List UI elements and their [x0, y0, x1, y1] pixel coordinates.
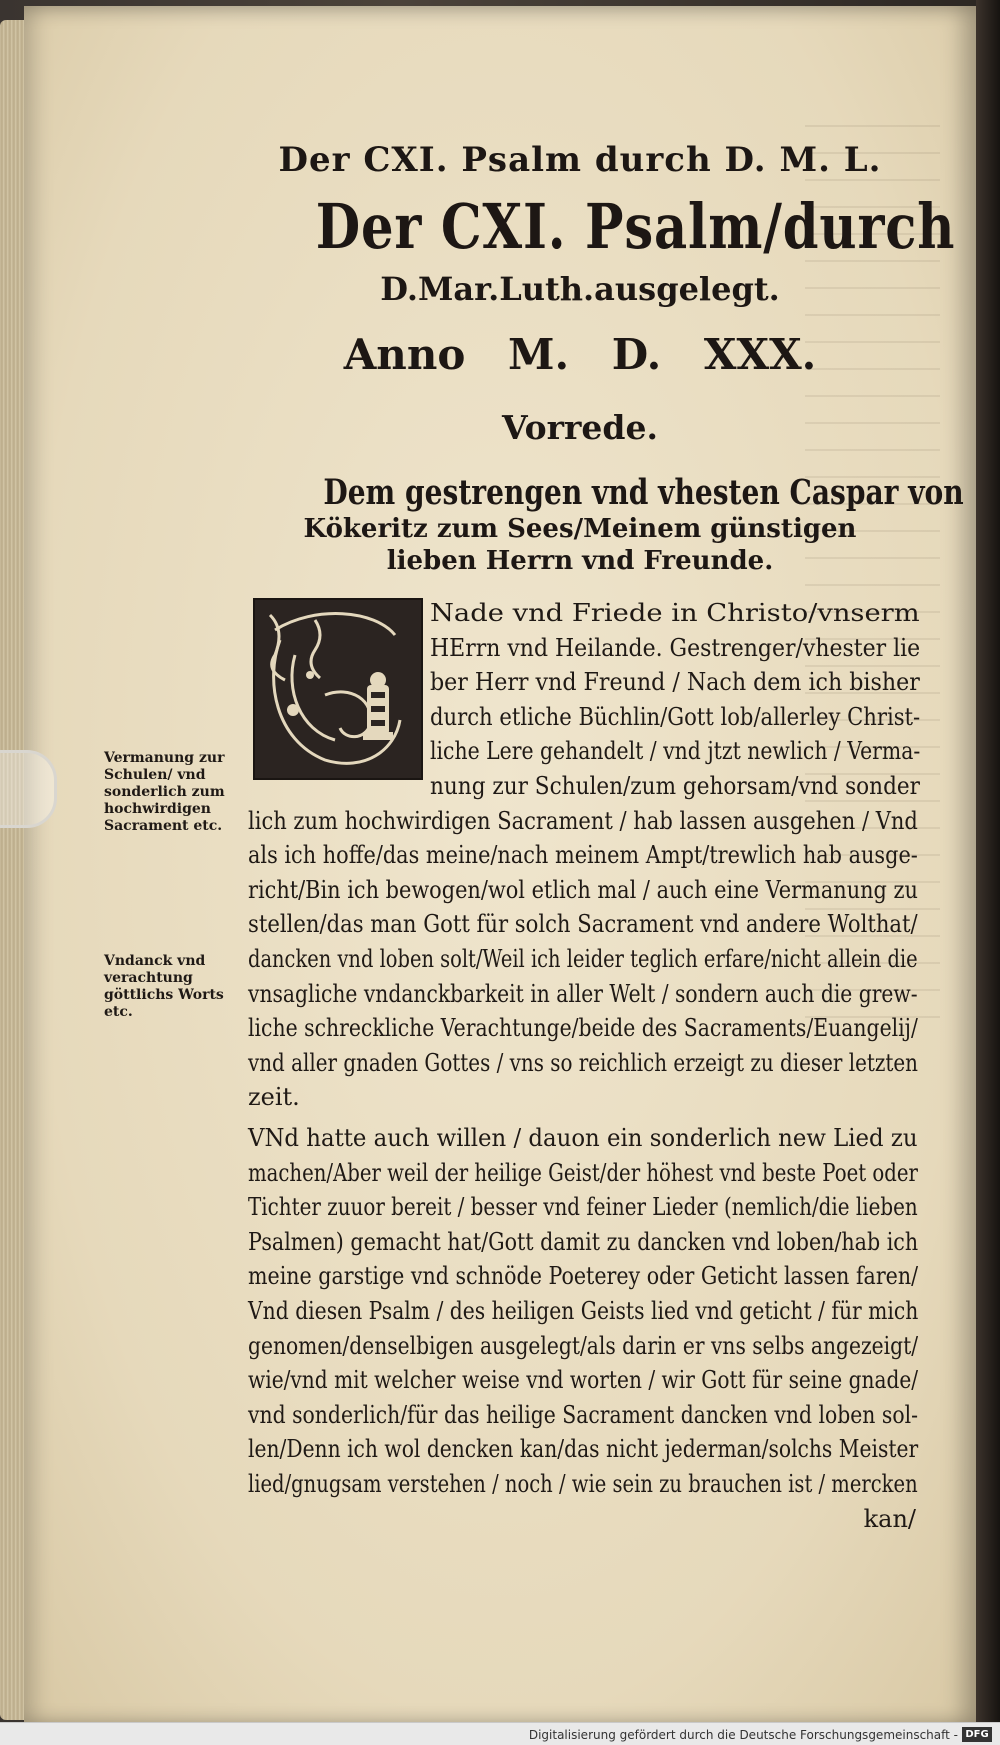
marginal-note-line: Vndanck vnd	[104, 953, 206, 969]
dedication	[260, 472, 964, 577]
marginal-note-line: verachtung	[104, 970, 193, 986]
decorated-initial-icon	[253, 598, 423, 780]
marginal-note-line: etc.	[104, 1004, 133, 1020]
dedication-line: Dem gestrengen vnd vhesten Caspar von	[323, 472, 964, 513]
dedication-line: Kökeritz zum Sees/Meinem günstigen	[303, 514, 857, 544]
footer-bar	[0, 1722, 1000, 1745]
body-text-line: Tichter zuuor bereit / besser vnd feiner Lieder (nemlich/die lieben	[248, 1193, 918, 1222]
body-text-line: ber Herr vnd Freund / Nach dem ich bisher	[430, 668, 920, 697]
initial-g-icon	[255, 600, 421, 778]
marginal-note	[104, 953, 250, 1021]
body-text-line: stellen/das man Gott für solch Sacrament vnd andere Wolthat/	[248, 910, 918, 939]
running-head: Der CXI. Psalm durch D. M. L.	[278, 140, 882, 180]
body-text-line: Vnd diesen Psalm / des heiligen Geists lied vnd geticht / für mich	[248, 1297, 919, 1325]
body-text-line: vnd sonderlich/für das heilige Sacrament dancken vnd loben sol-	[248, 1400, 918, 1429]
body-text-line: machen/Aber weil der heilige Geist/der höhest vnd beste Poet oder	[248, 1158, 918, 1187]
marginal-note-line: sonderlich zum	[104, 784, 225, 800]
marginal-note	[104, 750, 250, 835]
body-text-line: len/Denn ich wol dencken kan/das nicht jederman/solchs Meister	[248, 1435, 919, 1464]
section-heading: Vorrede.	[502, 408, 658, 447]
dedication-line: lieben Herrn vnd Freunde.	[386, 546, 774, 576]
body-text-line: lich zum hochwirdigen Sacrament / hab lassen ausgehen / Vnd	[248, 806, 918, 835]
page-clip	[0, 750, 57, 828]
body-text-line: Psalmen) gemacht hat/Gott damit zu dancken vnd loben/hab ich	[248, 1227, 919, 1256]
marginal-note-line: Sacrament etc.	[104, 818, 223, 834]
body-text-line: meine garstige vnd schnöde Poeterey oder Geticht lassen faren/	[248, 1262, 919, 1291]
body-text-line: liche Lere gehandelt / vnd jtzt newlich / Verma-	[430, 737, 921, 766]
dfg-logo: DFG	[962, 1727, 992, 1742]
body-text-line: vnsagliche vndanckbarkeit in aller Welt / sondern auch die grew-	[248, 979, 918, 1008]
marginal-note-line: Schulen/ vnd	[104, 767, 206, 783]
body-text-line: VNd hatte auch willen / dauon ein sonderlich new Lied zu	[248, 1124, 918, 1152]
gutter-shadow	[976, 0, 1000, 1745]
body-text-line: zeit.	[248, 1083, 300, 1112]
page-title: Der CXI. Psalm/durch	[315, 190, 956, 263]
body-text-line: als ich hoffe/das meine/nach meinem Ampt/trewlich hab ausge-	[248, 841, 918, 870]
marginal-note-line: Vermanung zur	[104, 750, 225, 766]
body-text-line: kan/	[863, 1504, 916, 1533]
anno-date: Anno M. D. XXX.	[343, 330, 817, 379]
body-text-line: vnd aller gnaden Gottes / vns so reichlich erzeigt zu dieser letzten	[248, 1048, 918, 1077]
body-text-line: dancken vnd loben solt/Weil ich leider teglich erfare/nicht allein die	[248, 945, 918, 973]
body-text-line: genomen/denselbigen ausgelegt/als darin er vns selbs angezeigt/	[248, 1331, 919, 1360]
marginal-note-line: göttlichs Worts	[104, 987, 224, 1003]
footer-credit: Digitalisierung gefördert durch die Deutsche Forschungsgemeinschaft -	[528, 1728, 958, 1742]
body-text-line: wie/vnd mit welcher weise vnd worten / wir Gott für seine gnade/	[248, 1366, 919, 1395]
body-text-line: nung zur Schulen/zum gehorsam/vnd sonder	[430, 772, 920, 800]
body-text-line: lied/gnugsam verstehen / noch / wie sein zu brauchen ist / mercken	[248, 1470, 918, 1498]
marginal-note-line: hochwirdigen	[104, 801, 211, 817]
body-text-line: Nade vnd Friede in Christo/vnserm	[430, 599, 920, 627]
body-text-line: richt/Bin ich bewogen/wol etlich mal / auch eine Vermanung zu	[248, 875, 918, 904]
body-text-line: HErrn vnd Heilande. Gestrenger/vhester lie	[430, 633, 921, 662]
body-text-line: liche schreckliche Verachtunge/beide des Sacraments/Euangelij/	[248, 1014, 918, 1043]
page-subtitle: D.Mar.Luth.ausgelegt.	[380, 270, 780, 308]
body-text-line: durch etliche Büchlin/Gott lob/allerley Christ-	[430, 702, 921, 731]
